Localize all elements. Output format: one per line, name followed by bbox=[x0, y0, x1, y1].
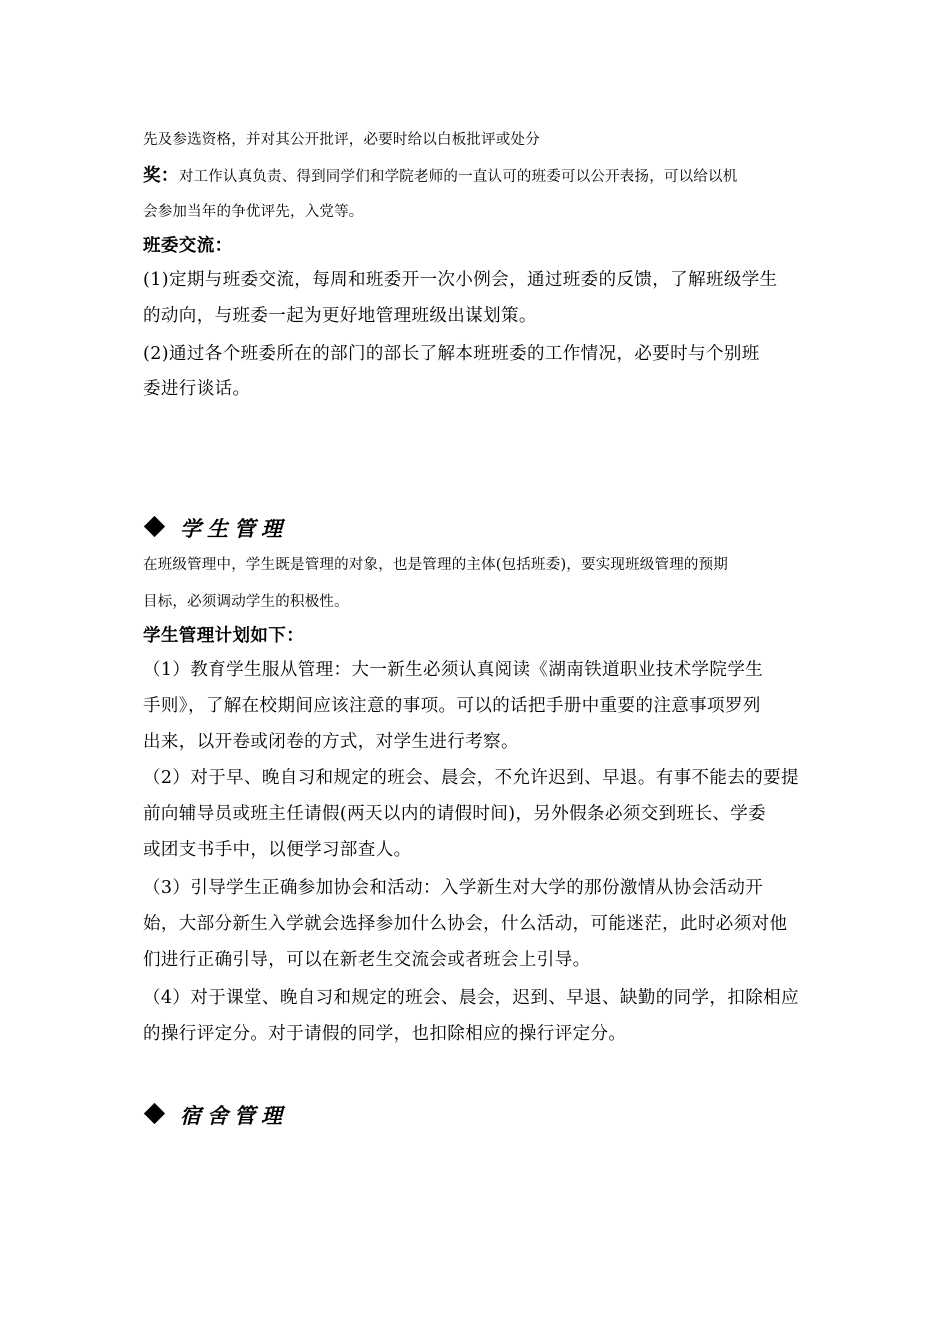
text-line: 前向辅导员或班主任请假(两天以内的请假时间)，另外假条必须交到班长、学委 bbox=[143, 804, 767, 824]
heading-text: 学生管理 bbox=[180, 517, 288, 541]
heading-text: 宿舍管理 bbox=[180, 1104, 288, 1128]
text-line: (1)定期与班委交流，每周和班委开一次小例会，通过班委的反馈，了解班级学生 bbox=[143, 270, 778, 290]
reward-label: 奖： bbox=[143, 166, 179, 186]
text-line: 会参加当年的争优评先，入党等。 bbox=[143, 204, 364, 220]
text-line: （3）引导学生正确参加协会和活动：入学新生对大学的那份激情从协会活动开 bbox=[143, 878, 764, 898]
text-line: 对工作认真负责、得到同学们和学院老师的一直认可的班委可以公开表扬，可以给以机 bbox=[178, 169, 738, 185]
section-heading bbox=[143, 513, 288, 543]
text-line: （2）对于早、晚自习和规定的班会、晨会，不允许迟到、早退。有事不能去的要提 bbox=[143, 768, 799, 788]
exchange-title: 班委交流： bbox=[143, 236, 233, 256]
text-line: 的操行评定分。对于请假的同学，也扣除相应的操行评定分。 bbox=[143, 1024, 627, 1044]
text-line: 的动向，与班委一起为更好地管理班级出谋划策。 bbox=[143, 306, 537, 326]
text-line: （4）对于课堂、晚自习和规定的班会、晨会，迟到、早退、缺勤的同学，扣除相应 bbox=[143, 988, 799, 1008]
diamond-bullet-icon bbox=[144, 1103, 165, 1124]
text-line: 始，大部分新生入学就会选择参加什么协会，什么活动，可能迷茫，此时必须对他 bbox=[143, 914, 788, 934]
text-line: 先及参选资格，并对其公开批评，必要时给以白板批评或处分 bbox=[143, 132, 540, 148]
text-line: 手则》，了解在校期间应该注意的事项。可以的话把手册中重要的注意事项罗列 bbox=[143, 696, 761, 716]
diamond-bullet-icon bbox=[144, 516, 165, 537]
section-heading bbox=[143, 1100, 288, 1130]
text-line: 目标，必须调动学生的积极性。 bbox=[143, 594, 349, 610]
text-line: 出来，以开卷或闭卷的方式，对学生进行考察。 bbox=[143, 732, 519, 752]
text-line: （1）教育学生服从管理：大一新生必须认真阅读《湖南铁道职业技术学院学生 bbox=[143, 660, 764, 680]
text-line: (2)通过各个班委所在的部门的部长了解本班班委的工作情况，必要时与个别班 bbox=[143, 344, 760, 364]
text-line: 们进行正确引导，可以在新老生交流会或者班会上引导。 bbox=[143, 950, 591, 970]
text-line: 委进行谈话。 bbox=[143, 379, 251, 399]
text-line: 在班级管理中，学生既是管理的对象，也是管理的主体(包括班委)，要实现班级管理的预期 bbox=[143, 557, 729, 573]
text-line: 或团支书手中，以便学习部查人。 bbox=[143, 840, 412, 860]
plan-title: 学生管理计划如下： bbox=[143, 626, 305, 646]
reward-paragraph bbox=[143, 162, 737, 187]
